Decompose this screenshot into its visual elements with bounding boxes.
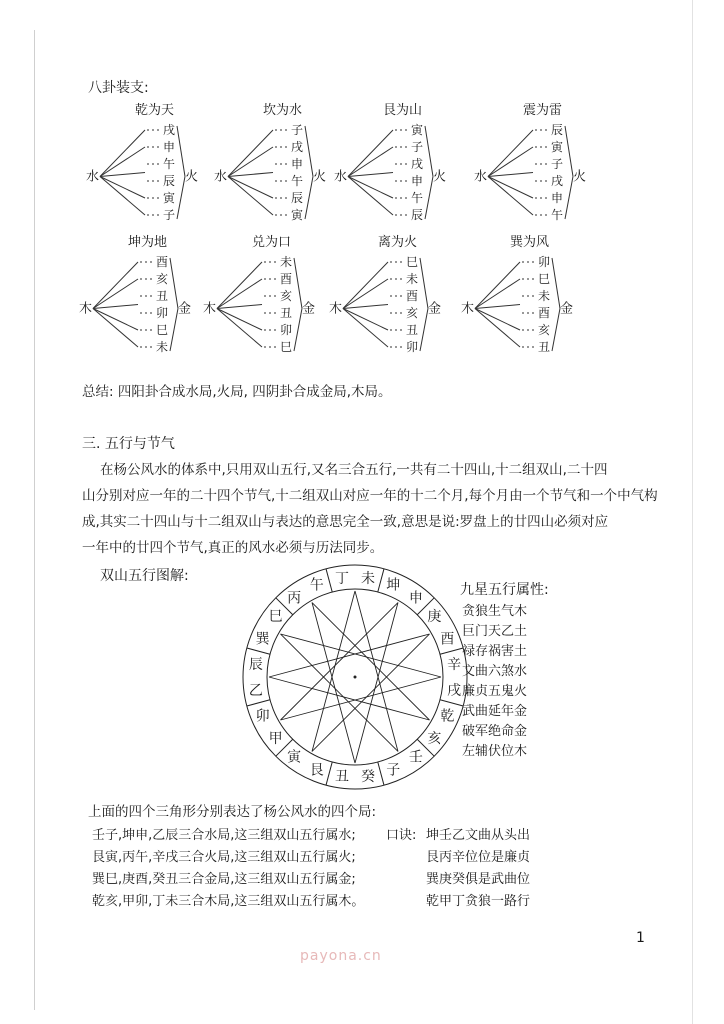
mountain-label: 丁	[334, 570, 349, 587]
branch-label: 丑	[280, 306, 293, 320]
gua-name: 艮为山	[383, 103, 423, 118]
star-line	[312, 634, 429, 751]
branch-label: 丑	[538, 340, 551, 354]
branch-label: 亥	[280, 289, 293, 303]
bracket-line	[343, 262, 388, 309]
branch-label: 戌	[411, 157, 424, 171]
gua-diagram	[474, 102, 586, 222]
bracket-line	[348, 147, 393, 177]
bracket-line	[228, 147, 273, 177]
bracket-line	[343, 279, 388, 309]
mountain-label: 坤	[386, 577, 401, 594]
mountain-label: 卯	[255, 708, 270, 725]
element-left: 木	[203, 301, 217, 317]
page-number: 1	[636, 930, 645, 946]
element-right: 金	[302, 301, 316, 317]
branch-label: 申	[411, 174, 424, 188]
branch-label: 酉	[406, 289, 419, 303]
center-dot	[354, 676, 357, 679]
branch-label: 未	[538, 289, 551, 303]
branch-label: 卯	[156, 306, 169, 320]
branch-label: 酉	[280, 272, 293, 286]
branch-label: 申	[551, 191, 564, 205]
paragraph-line-4: 一年中的廿四个节气,真正的风水必须与历法同步。	[82, 540, 384, 556]
element-right: 火	[185, 169, 199, 185]
mountain-label: 艮	[309, 762, 324, 779]
bracket-line	[348, 177, 393, 216]
star-line	[281, 677, 441, 720]
bracket-line	[475, 309, 520, 331]
gua-name: 兑为口	[252, 235, 292, 250]
bracket-line	[552, 258, 560, 309]
branch-label: 未	[280, 255, 293, 269]
four-ju-intro: 上面的四个三角形分别表达了杨公风水的四个局:	[88, 804, 377, 820]
bracket-line	[565, 177, 573, 220]
mountain-label: 甲	[268, 730, 283, 747]
element-right: 火	[573, 169, 587, 185]
mountain-label: 酉	[440, 631, 455, 648]
branch-label: 未	[156, 340, 169, 354]
bracket-line	[475, 309, 520, 348]
nine-star-item: 巨门天乙土	[462, 624, 528, 639]
mountain-label: 亥	[427, 730, 442, 747]
mountain-label: 辛	[447, 656, 462, 673]
star-line	[281, 634, 398, 751]
branch-label: 午	[551, 208, 564, 222]
watermark-text: payona.cn	[300, 948, 382, 964]
gua-name: 坤为地	[128, 235, 168, 250]
gua-diagram	[329, 234, 441, 354]
bracket-line	[294, 309, 302, 352]
bracket-line	[217, 309, 262, 348]
gua-name: 巽为风	[510, 235, 550, 250]
nine-star-item: 文曲六煞水	[462, 664, 528, 679]
bracket-line	[100, 177, 145, 199]
star-line	[281, 634, 441, 677]
mountain-label: 庚	[427, 609, 442, 626]
bracket-line	[343, 309, 388, 331]
bracket-line	[488, 130, 533, 177]
gua-name: 乾为天	[135, 103, 175, 118]
ring-divider	[440, 700, 463, 706]
four-ju-line: 乾亥,甲卯,丁未三合木局,这三组双山五行属木。	[92, 894, 365, 909]
mountain-label: 癸	[361, 769, 376, 786]
ring-divider	[326, 762, 332, 785]
star-line	[355, 603, 398, 763]
mountain-label: 乙	[248, 683, 263, 700]
mountain-label: 乾	[440, 708, 455, 725]
ring-divider	[378, 569, 384, 592]
element-right: 金	[560, 301, 574, 317]
bracket-line	[488, 173, 533, 177]
nine-star-item: 武曲延年金	[462, 704, 528, 719]
branch-label: 丑	[156, 289, 169, 303]
element-left: 木	[79, 301, 93, 317]
branch-label: 寅	[411, 123, 424, 137]
four-ju-line: 壬子,坤申,乙辰三合水局,这三组双山五行属水;	[92, 828, 356, 843]
bracket-line	[552, 309, 560, 352]
element-right: 金	[428, 301, 442, 317]
branch-label: 寅	[551, 140, 564, 154]
star-line	[269, 634, 429, 677]
element-left: 木	[329, 301, 343, 317]
star-line	[269, 677, 429, 720]
mountain-label: 寅	[287, 749, 302, 766]
branch-label: 巳	[538, 272, 551, 286]
bracket-line	[100, 130, 145, 177]
branch-label: 酉	[538, 306, 551, 320]
bracket-line	[177, 177, 185, 220]
bracket-line	[488, 177, 533, 199]
branch-label: 寅	[163, 191, 176, 205]
ring-divider	[378, 762, 384, 785]
bracket-line	[228, 177, 273, 216]
mountain-label: 丙	[287, 590, 302, 607]
ring-divider	[440, 648, 463, 654]
bracket-line	[343, 309, 388, 348]
branch-label: 午	[411, 191, 424, 205]
branch-label: 辰	[163, 174, 176, 188]
bracket-line	[177, 126, 185, 177]
branch-label: 戌	[291, 140, 304, 154]
branch-label: 戌	[551, 174, 564, 188]
element-left: 水	[214, 169, 228, 185]
branch-label: 午	[291, 174, 304, 188]
bracket-line	[420, 258, 428, 309]
branch-label: 卯	[538, 255, 551, 269]
star-line	[355, 591, 398, 751]
gua-diagram	[203, 234, 315, 354]
branch-label: 申	[163, 140, 176, 154]
element-right: 金	[178, 301, 192, 317]
bracket-line	[170, 258, 178, 309]
bracket-line	[425, 126, 433, 177]
star-line	[312, 603, 355, 763]
mountain-label: 未	[361, 570, 376, 587]
bracket-line	[348, 130, 393, 177]
branch-label: 亥	[406, 306, 419, 320]
branch-label: 酉	[156, 255, 169, 269]
branch-label: 子	[163, 208, 176, 222]
star-line	[312, 603, 429, 720]
koujue-line: 艮丙辛位位是廉贞	[426, 850, 531, 865]
element-left: 水	[86, 169, 100, 185]
branch-label: 巳	[156, 323, 169, 337]
mountain-label: 辰	[248, 656, 263, 673]
twelve-pair-mountain-diagram	[240, 562, 470, 792]
star-line	[312, 591, 355, 751]
nine-star-item: 贪狼生气木	[462, 604, 528, 619]
paragraph-line-3: 成,其实二十四山与十二组双山与表达的意思完全一致,意思是说:罗盘上的廿四山必须对应	[82, 514, 609, 530]
nine-star-item: 禄存祸害土	[462, 644, 528, 659]
mountain-label: 壬	[408, 749, 423, 766]
section-title: 三. 五行与节气	[82, 436, 175, 452]
koujue-line: 乾甲丁贪狼一路行	[426, 894, 531, 909]
bracket-line	[100, 147, 145, 177]
gua-diagram	[461, 234, 573, 354]
bracket-line	[93, 279, 138, 309]
bracket-line	[565, 126, 573, 177]
bracket-line	[93, 305, 138, 309]
gua-name: 震为雷	[523, 103, 563, 118]
mountain-label: 申	[408, 590, 423, 607]
nine-star-item: 左辅伏位木	[462, 744, 528, 759]
mountain-label: 子	[386, 762, 401, 779]
element-left: 水	[334, 169, 348, 185]
mountain-label: 巽	[255, 631, 270, 648]
branch-label: 卯	[406, 340, 419, 354]
gua-name: 坎为水	[263, 103, 303, 118]
branch-label: 辰	[411, 208, 424, 222]
element-left: 水	[474, 169, 488, 185]
ring-divider	[247, 700, 270, 706]
gua-diagram	[334, 102, 446, 222]
paragraph-line-1: 在杨公风水的体系中,只用双山五行,又名三合五行,一共有二十四山,十二组双山,二十四	[100, 462, 608, 478]
element-right: 火	[313, 169, 327, 185]
branch-label: 寅	[291, 208, 304, 222]
branch-label: 辰	[551, 123, 564, 137]
bracket-line	[93, 309, 138, 348]
nine-star-title: 九星五行属性:	[460, 582, 549, 598]
summary-line: 总结: 四阳卦合成水局,火局, 四阴卦合成金局,木局。	[82, 384, 392, 400]
branch-label: 午	[163, 157, 176, 171]
bracket-line	[475, 305, 520, 309]
bracket-line	[475, 262, 520, 309]
branch-label: 巳	[406, 255, 419, 269]
bracket-line	[420, 309, 428, 352]
gua-diagram	[86, 102, 198, 222]
bracket-line	[348, 173, 393, 177]
gua-diagram	[79, 234, 191, 354]
branch-label: 未	[406, 272, 419, 286]
star-line	[281, 603, 398, 720]
mountain-label: 戌	[447, 683, 462, 700]
koujue-label: 口诀:	[386, 828, 417, 843]
bracket-line	[348, 177, 393, 199]
nine-star-item: 破军绝命金	[462, 724, 528, 739]
branch-label: 戌	[163, 123, 176, 137]
branch-label: 辰	[291, 191, 304, 205]
branch-label: 申	[291, 157, 304, 171]
bracket-line	[217, 279, 262, 309]
bracket-line	[170, 309, 178, 352]
bracket-line	[475, 279, 520, 309]
bracket-line	[100, 177, 145, 216]
mountain-label: 午	[309, 577, 324, 594]
four-ju-line: 艮寅,丙午,辛戌三合火局,这三组双山五行属火;	[92, 850, 356, 865]
bracket-line	[425, 177, 433, 220]
bracket-line	[305, 177, 313, 220]
bracket-line	[305, 126, 313, 177]
branch-label: 巳	[280, 340, 293, 354]
four-ju-line: 巽巳,庚酉,癸丑三合金局,这三组双山五行属金;	[92, 872, 356, 887]
diagram-title: 双山五行图解:	[100, 568, 189, 584]
bracket-line	[93, 309, 138, 331]
nine-star-item: 廉贞五鬼火	[462, 684, 528, 699]
branch-label: 丑	[406, 323, 419, 337]
bracket-line	[294, 258, 302, 309]
paragraph-line-2: 山分别对应一年的二十四个节气,十二组双山对应一年的十二个月,每个月由一个节气和一个中气构	[82, 488, 658, 504]
bracket-line	[488, 147, 533, 177]
bagua-branch-diagrams	[0, 0, 724, 420]
bracket-line	[93, 262, 138, 309]
ring-divider	[247, 648, 270, 654]
mountain-label: 巳	[268, 609, 283, 626]
branch-label: 子	[291, 123, 304, 137]
bracket-line	[217, 262, 262, 309]
gua-name: 离为火	[378, 235, 418, 250]
bracket-line	[488, 177, 533, 216]
branch-label: 子	[411, 140, 424, 154]
bracket-line	[217, 309, 262, 331]
branch-label: 亥	[156, 272, 169, 286]
branch-label: 子	[551, 157, 564, 171]
gua-diagram	[214, 102, 326, 222]
branch-label: 亥	[538, 323, 551, 337]
bracket-line	[100, 173, 145, 177]
branch-label: 卯	[280, 323, 293, 337]
element-right: 火	[433, 169, 447, 185]
bracket-line	[228, 177, 273, 199]
koujue-line: 巽庚癸俱是武曲位	[426, 872, 531, 887]
bagua-title: 八卦装支:	[88, 80, 149, 96]
bracket-line	[343, 305, 388, 309]
ring-divider	[326, 569, 332, 592]
mountain-label: 丑	[334, 769, 349, 786]
bracket-line	[217, 305, 262, 309]
bracket-line	[228, 130, 273, 177]
bracket-line	[228, 173, 273, 177]
koujue-line: 坤壬乙文曲从头出	[426, 828, 531, 843]
element-left: 木	[461, 301, 475, 317]
